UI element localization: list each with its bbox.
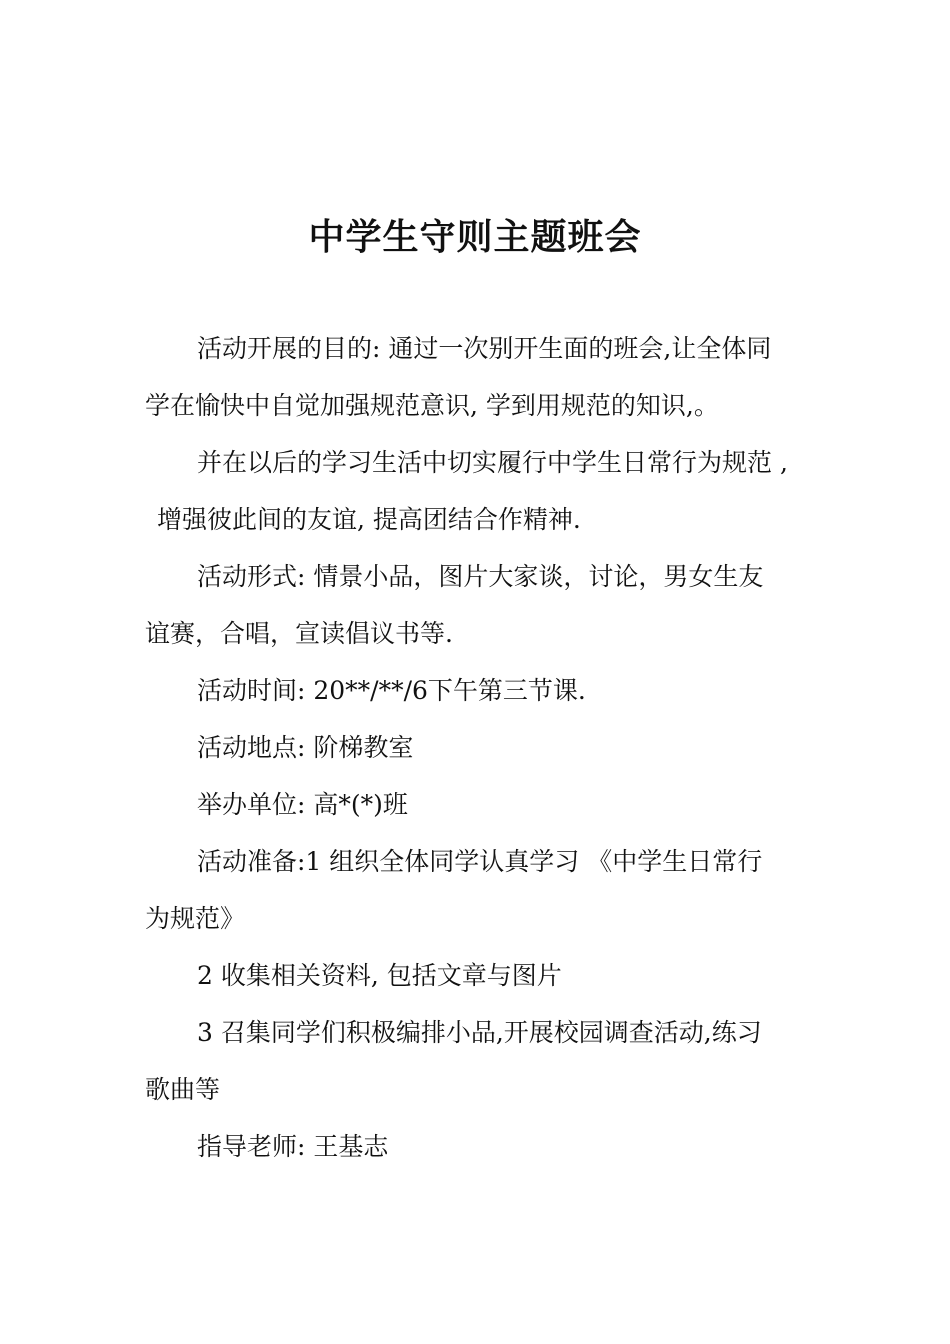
text-line-time: 活动时间: 20**/**/6下午第三节课.	[197, 676, 586, 705]
text-line-preparation-2: 为规范》	[145, 904, 246, 933]
text-line-format-1: 活动形式: 情景小品，图片大家谈，讨论，男女生友	[197, 562, 764, 591]
text-line-preparation-4: 3 召集同学们积极编排小品,开展校园调查活动,练习	[197, 1018, 762, 1047]
text-line-advisor: 指导老师: 王基志	[197, 1132, 389, 1161]
text-line-preparation-1: 活动准备:1 组织全体同学认真学习 《中学生日常行	[197, 847, 763, 876]
text-line-purpose-3: 并在以后的学习生活中切实履行中学生日常行为规范 ,	[197, 448, 788, 477]
text-line-preparation-5: 歌曲等	[145, 1075, 221, 1104]
text-line-preparation-3: 2 收集相关资料, 包括文章与图片	[197, 961, 562, 990]
text-line-purpose-1: 活动开展的目的: 通过一次别开生面的班会,让全体同	[197, 334, 772, 363]
text-line-organizer: 举办单位: 高*(*)班	[197, 790, 408, 819]
text-line-purpose-2: 学在愉快中自觉加强规范意识, 学到用规范的知识,。	[145, 391, 719, 420]
document-body	[145, 320, 825, 1175]
text-line-purpose-4: 增强彼此间的友谊, 提高团结合作精神.	[157, 505, 581, 534]
text-line-format-2: 谊赛，合唱，宣读倡议书等.	[145, 619, 453, 648]
text-line-location: 活动地点: 阶梯教室	[197, 733, 414, 762]
document-title: 中学生守则主题班会	[308, 216, 642, 259]
